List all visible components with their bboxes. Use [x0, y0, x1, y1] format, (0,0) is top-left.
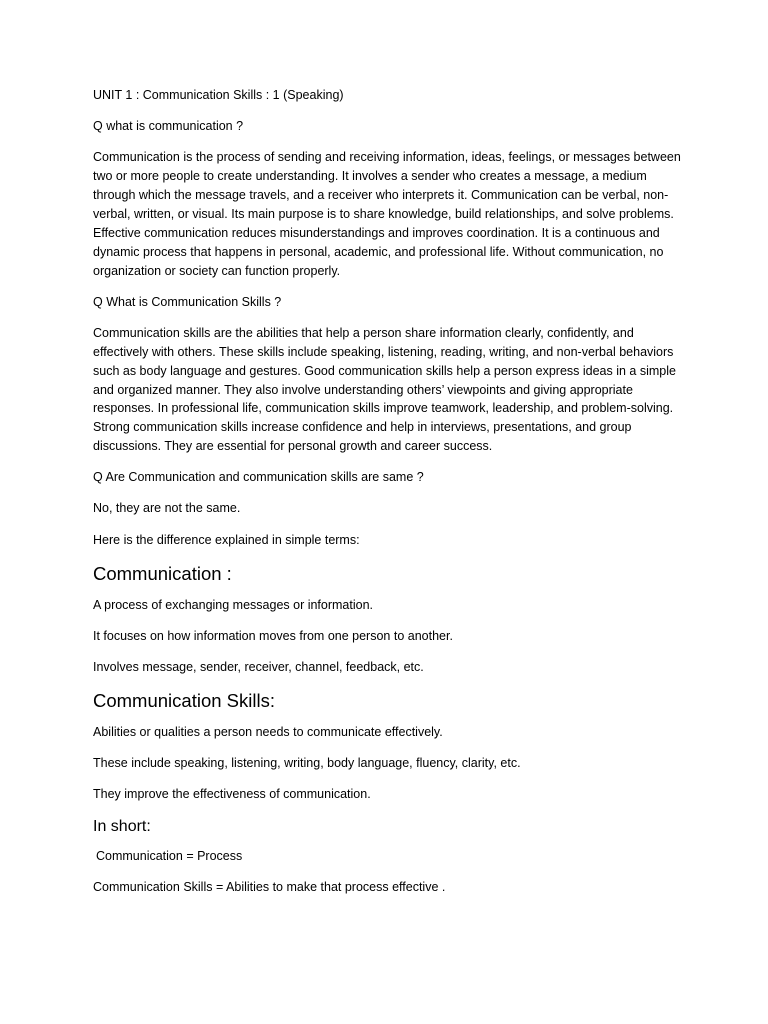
question-1: Q what is communication ?: [93, 119, 244, 134]
unit-title: UNIT 1 : Communication Skills : 1 (Speaking): [93, 88, 344, 102]
heading-communication: Communication :: [93, 562, 232, 584]
heading-communication-skills: Communication Skills:: [93, 689, 275, 711]
answer-2: Communication skills are the abilities that help a person share information clearly, confidently, and effectively with others. These skills include speaking, listening, reading, writing, and non-verbal behaviors such as body language and gestures. Good communication skills help a person express ideas in a simple and organized manner. They also involve understanding others’ viewpoints and giving appropriate responses. In professional life, communication skills improve teamwork, leadership, and problem-solving. Strong communication skills increase confidence and help in interviews, presentations, and group discussions. They are essential for personal growth and career success.: [93, 325, 676, 454]
heading-in-short: In short:: [93, 818, 151, 836]
question-2: Q What is Communication Skills ?: [93, 294, 282, 309]
communication-point: It focuses on how information moves from one person to another.: [93, 628, 453, 643]
communication-point: A process of exchanging messages or information.: [93, 597, 374, 612]
communication-point: Involves message, sender, receiver, channel, feedback, etc.: [93, 659, 424, 674]
answer-3-line-2: Here is the difference explained in simple terms:: [93, 532, 360, 547]
summary-line-1: Communication = Process: [96, 849, 243, 864]
answer-3-line-1: No, they are not the same.: [93, 501, 241, 516]
question-3: Q Are Communication and communication skills are same ?: [93, 470, 424, 485]
answer-1: Communication is the process of sending and receiving information, ideas, feelings, or messages between two or more people to create understanding. It involves a sender who creates a message, a medium through which the message travels, and a receiver who interprets it. Communication can be verbal, non-verbal, written, or visual. Its main purpose is to share knowledge, build relationships, and solve problems. Effective communication reduces misunderstandings and improves coordination. It is a continuous and dynamic process that happens in personal, academic, and professional life. Without communication, no organization or society can function properly.: [93, 150, 681, 278]
skills-point: These include speaking, listening, writing, body language, fluency, clarity, etc.: [93, 756, 521, 770]
skills-point: Abilities or qualities a person needs to communicate effectively.: [93, 724, 443, 739]
skills-point: They improve the effectiveness of communication.: [93, 787, 371, 802]
document-page: [93, 86, 681, 909]
summary-line-2: Communication Skills = Abilities to make that process effective .: [93, 880, 446, 895]
